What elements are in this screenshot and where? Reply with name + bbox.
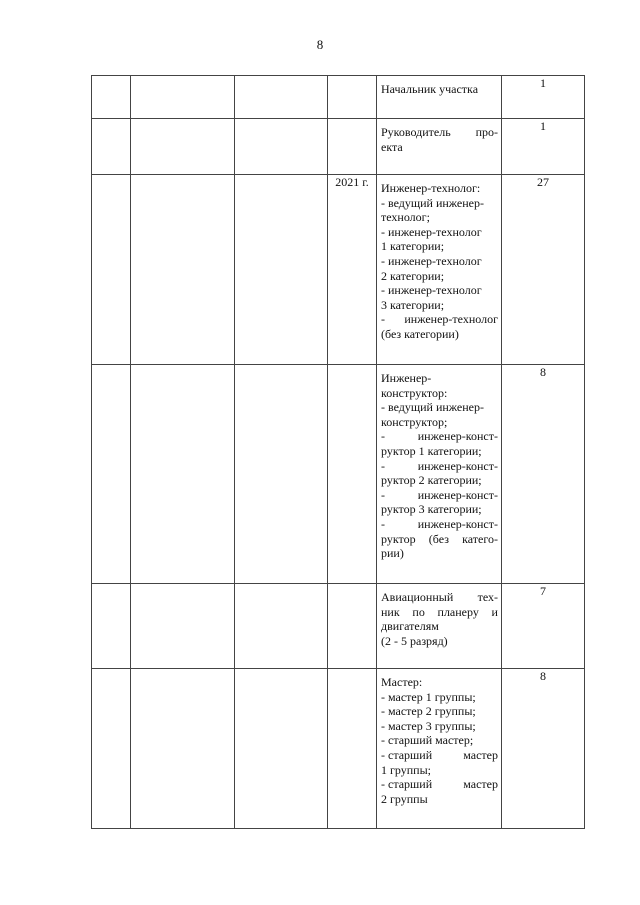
position-word: Мастер: bbox=[381, 675, 423, 689]
position-line bbox=[381, 690, 498, 705]
position-word: рии) bbox=[381, 546, 404, 561]
position-cell bbox=[377, 584, 502, 669]
position-word: - мастер 3 группы; bbox=[381, 718, 476, 733]
table-row bbox=[92, 76, 585, 119]
empty-cell bbox=[92, 119, 131, 175]
position-line bbox=[381, 429, 498, 444]
quantity-cell: 8 bbox=[502, 365, 585, 584]
position-line bbox=[381, 312, 498, 327]
position-word: 3 категории; bbox=[381, 297, 445, 312]
position-line bbox=[381, 196, 498, 211]
position-line bbox=[381, 634, 498, 649]
position-word: Инженер- bbox=[381, 371, 432, 385]
empty-cell bbox=[235, 669, 328, 829]
position-word: руктор 1 категории; bbox=[381, 443, 482, 458]
position-text bbox=[377, 175, 501, 342]
position-line bbox=[381, 546, 498, 561]
position-word: - инженер-технолог bbox=[381, 283, 482, 298]
position-word: - bbox=[381, 487, 385, 502]
staffing-table bbox=[91, 75, 585, 829]
position-word: Руководитель bbox=[381, 125, 451, 139]
position-word: - bbox=[381, 312, 385, 327]
position-text bbox=[377, 119, 501, 154]
position-line bbox=[381, 386, 498, 401]
position-line bbox=[381, 327, 498, 342]
year-cell bbox=[328, 119, 377, 175]
position-word: руктор 3 категории; bbox=[381, 502, 482, 517]
position-word: - старший мастер; bbox=[381, 733, 474, 748]
position-word: (2 - 5 разряд) bbox=[381, 633, 448, 648]
position-word: конструктор: bbox=[381, 385, 448, 400]
position-cell bbox=[377, 365, 502, 584]
position-text bbox=[377, 584, 501, 648]
position-word: тех- bbox=[477, 590, 498, 604]
position-line bbox=[381, 488, 498, 503]
position-word: руктор 2 категории; bbox=[381, 473, 482, 488]
position-word: екта bbox=[381, 139, 403, 154]
position-line bbox=[381, 502, 498, 517]
quantity-cell: 1 bbox=[502, 119, 585, 175]
position-word: Авиационный bbox=[381, 590, 454, 604]
position-word: инженер-технолог bbox=[404, 312, 498, 327]
position-text bbox=[377, 669, 501, 806]
position-word: инженер-конст- bbox=[417, 487, 498, 502]
position-line bbox=[381, 400, 498, 415]
position-line bbox=[381, 763, 498, 778]
empty-cell bbox=[92, 76, 131, 119]
position-text bbox=[377, 76, 501, 97]
year-cell bbox=[328, 365, 377, 584]
position-line bbox=[381, 792, 498, 807]
empty-cell bbox=[92, 175, 131, 365]
position-line bbox=[381, 415, 498, 430]
position-word: инженер-конст- bbox=[417, 458, 498, 473]
table-row bbox=[92, 584, 585, 669]
position-line bbox=[381, 605, 498, 620]
empty-cell bbox=[235, 76, 328, 119]
position-word: - bbox=[381, 429, 385, 444]
position-word: инженер-конст- bbox=[417, 516, 498, 531]
position-word: Начальник участка bbox=[381, 82, 479, 96]
empty-cell bbox=[92, 584, 131, 669]
position-word: - старший bbox=[381, 777, 433, 792]
empty-cell bbox=[235, 584, 328, 669]
year-cell bbox=[328, 584, 377, 669]
empty-cell bbox=[131, 365, 235, 584]
position-line bbox=[381, 298, 498, 313]
position-line bbox=[381, 719, 498, 734]
position-line bbox=[381, 473, 498, 488]
table-row bbox=[92, 175, 585, 365]
position-word: - инженер-технолог bbox=[381, 253, 482, 268]
position-line bbox=[381, 704, 498, 719]
empty-cell bbox=[131, 76, 235, 119]
position-line bbox=[381, 517, 498, 532]
position-cell bbox=[377, 175, 502, 365]
empty-cell bbox=[131, 175, 235, 365]
position-line bbox=[381, 459, 498, 474]
empty-cell bbox=[235, 119, 328, 175]
position-word: - ведущий инженер- bbox=[381, 195, 484, 210]
year-cell: 2021 г. bbox=[328, 175, 377, 365]
position-word: - мастер 2 группы; bbox=[381, 704, 476, 719]
empty-cell bbox=[235, 365, 328, 584]
empty-cell bbox=[92, 365, 131, 584]
position-cell bbox=[377, 76, 502, 119]
position-line bbox=[381, 254, 498, 269]
quantity-cell: 7 bbox=[502, 584, 585, 669]
position-line bbox=[381, 181, 498, 196]
year-cell bbox=[328, 669, 377, 829]
empty-cell bbox=[131, 669, 235, 829]
position-line bbox=[381, 590, 498, 605]
position-word: конструктор; bbox=[381, 414, 448, 429]
position-line bbox=[381, 748, 498, 763]
position-word: 2 категории; bbox=[381, 268, 445, 283]
position-word: - bbox=[381, 516, 385, 531]
position-line bbox=[381, 532, 498, 547]
position-line bbox=[381, 125, 498, 140]
position-cell bbox=[377, 669, 502, 829]
position-line bbox=[381, 82, 498, 97]
position-word: - ведущий инженер- bbox=[381, 400, 484, 415]
position-word: (без bbox=[428, 531, 449, 546]
page-number: 8 bbox=[316, 37, 324, 52]
position-cell bbox=[377, 119, 502, 175]
position-word: катего- bbox=[462, 531, 498, 546]
position-line bbox=[381, 269, 498, 284]
quantity-cell: 1 bbox=[502, 76, 585, 119]
position-word: и bbox=[491, 604, 498, 619]
position-word: мастер bbox=[463, 777, 498, 792]
empty-cell bbox=[235, 175, 328, 365]
position-word: - мастер 1 группы; bbox=[381, 689, 476, 704]
position-word: (без категории) bbox=[381, 326, 459, 341]
position-word: технолог; bbox=[381, 210, 430, 225]
position-word: про- bbox=[475, 125, 498, 139]
position-line bbox=[381, 371, 498, 386]
position-word: мастер bbox=[463, 747, 498, 762]
empty-cell bbox=[131, 119, 235, 175]
position-word: - инженер-технолог bbox=[381, 224, 482, 239]
table-row bbox=[92, 365, 585, 584]
quantity-cell: 27 bbox=[502, 175, 585, 365]
table-body bbox=[92, 76, 585, 829]
position-word: инженер-конст- bbox=[417, 429, 498, 444]
position-word: руктор bbox=[381, 531, 416, 546]
quantity-cell: 8 bbox=[502, 669, 585, 829]
empty-cell bbox=[92, 669, 131, 829]
position-word: - bbox=[381, 458, 385, 473]
position-line bbox=[381, 675, 498, 690]
position-word: по bbox=[412, 604, 425, 619]
position-line bbox=[381, 140, 498, 155]
position-line bbox=[381, 239, 498, 254]
empty-cell bbox=[131, 584, 235, 669]
position-line bbox=[381, 733, 498, 748]
table-row bbox=[92, 669, 585, 829]
position-word: двигателям bbox=[381, 619, 439, 634]
position-word: Инженер-технолог: bbox=[381, 181, 481, 195]
position-word: - старший bbox=[381, 747, 433, 762]
position-line bbox=[381, 777, 498, 792]
position-word: планеру bbox=[437, 604, 479, 619]
position-line bbox=[381, 225, 498, 240]
position-word: ник bbox=[381, 604, 400, 619]
position-line bbox=[381, 283, 498, 298]
year-cell bbox=[328, 76, 377, 119]
position-word: 1 категории; bbox=[381, 239, 445, 254]
position-word: 1 группы; bbox=[381, 762, 432, 777]
position-text bbox=[377, 365, 501, 561]
table-row bbox=[92, 119, 585, 175]
position-line bbox=[381, 619, 498, 634]
position-line bbox=[381, 210, 498, 225]
position-line bbox=[381, 444, 498, 459]
position-word: 2 группы bbox=[381, 791, 428, 806]
